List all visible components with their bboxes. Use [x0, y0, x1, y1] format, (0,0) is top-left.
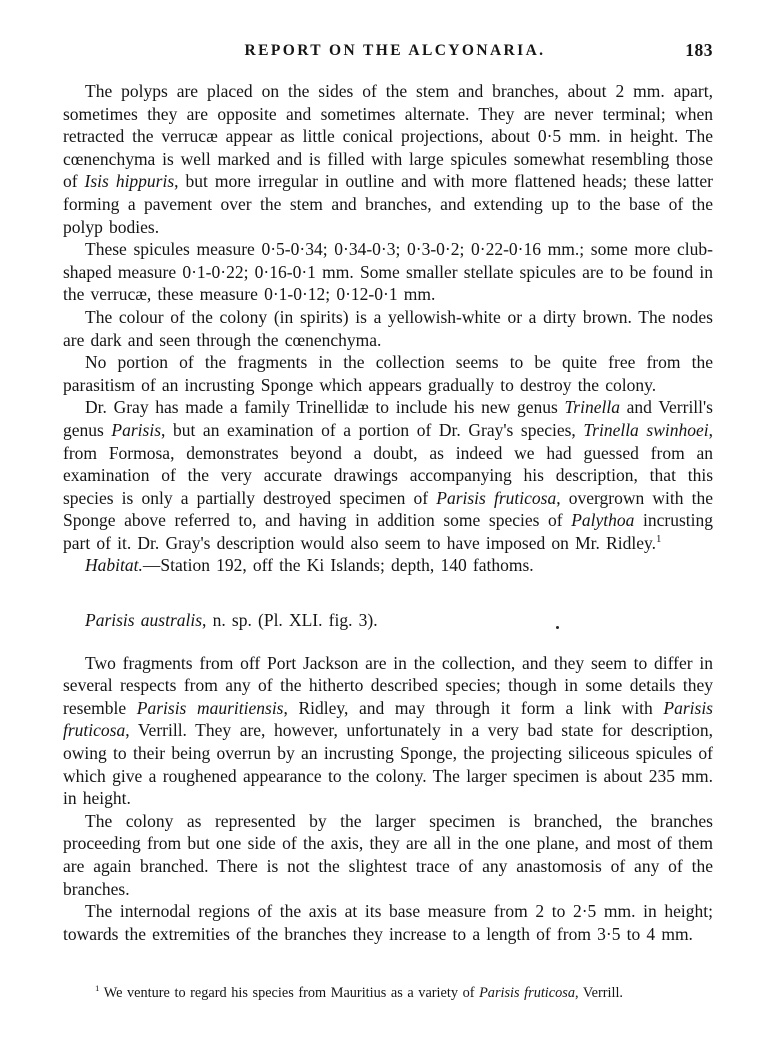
italic-text: Palythoa — [571, 510, 635, 531]
paragraph — [63, 238, 713, 306]
italic-text: Parisis fruticosa — [479, 985, 575, 1001]
text-run: , from Formosa, demonstrates beyond a doubt, as indeed we had guessed from an examination of the very accurate drawings accompanying his description, that this species is only a partially destroyed specimen of — [63, 419, 713, 508]
text-run: —Station 192, off the Ki Islands; depth, 140 fathoms. — [142, 555, 534, 576]
text-run: No portion of the fragments in the collection seems to be quite free from the parasitism of an incrusting Sponge which appears gradually to destroy the colony. — [63, 352, 713, 395]
text-run: Two fragments from off Port Jackson are in the collection, and they seem to differ in several respects from any of the hitherto described species; though in some details they resemble — [63, 652, 713, 718]
italic-text: Parisis — [111, 419, 162, 440]
paragraph — [63, 554, 713, 577]
text-run: The polyps are placed on the sides of the stem and branches, about 2 mm. apart, sometimes they are opposite and sometimes alternate. They are never terminal; when retracted the verrucæ appear as little conical projections, about 0·5 mm. in height. The cœnenchyma is well marked and is filled with large spicules somewhat resembling those of — [63, 81, 713, 192]
footnote — [63, 984, 713, 1002]
footnote-marker: 1 — [95, 983, 100, 994]
text-run: , but more irregular in outline and with more flattened heads; these latter forming a pavement over the stem and branches, and extending up to the base of the polyp bodies. — [63, 171, 713, 237]
italic-text: Trinella swinhoei — [583, 419, 709, 440]
italic-text: Habitat. — [85, 555, 143, 576]
page-number: 183 — [685, 40, 713, 60]
text-run: These spicules measure 0·5-0·34; 0·34-0·3; 0·3-0·2; 0·22-0·16 mm.; some more club-shaped measure 0·1-0·22; 0·16-0·1 mm. Some smaller stellate spicules are to be found in the verrucæ, these measure 0·1-0·12; 0·12-0·1 mm. — [63, 239, 713, 305]
text-run: The internodal regions of the axis at its base measure from 2 to 2·5 mm. in height; towards the extremities of the branches they increase to a length of from 3·5 to 4 mm. — [63, 901, 713, 944]
text-run: , n. sp. (Pl. XLI. fig. 3). — [202, 610, 378, 631]
page-body-text — [63, 80, 713, 945]
paragraph — [63, 396, 713, 554]
italic-text: Isis hippuris — [84, 171, 175, 192]
italic-text: Parisis fruticosa — [436, 487, 557, 508]
text-run: and Verrill's genus — [63, 397, 713, 440]
italic-text: Parisis fruticosa — [63, 697, 713, 741]
text-run: The colony as represented by the larger specimen is branched, the branches proceeding from but one side of the axis, they are all in the one plane, and most of them are again branched. There is not the slightest trace of any anastomosis of any of the branches. — [63, 810, 713, 899]
species-heading — [63, 609, 713, 632]
paragraph — [63, 810, 713, 900]
text-run: , but an examination of a portion of Dr. Gray's species, — [161, 419, 584, 440]
paragraph — [63, 351, 713, 396]
italic-text: Trinella — [564, 397, 620, 418]
text-run: We venture to regard his species from Mauritius as a variety of — [99, 985, 480, 1001]
text-run: , Ridley, and may through it form a link with — [283, 697, 664, 718]
italic-text: Parisis mauritiensis — [136, 697, 284, 718]
text-run: The colour of the colony (in spirits) is a yellowish-white or a dirty brown. The nodes are dark and seen through the cœnenchyma. — [63, 306, 713, 350]
paragraph — [63, 306, 713, 351]
italic-text: Parisis australis — [85, 610, 203, 631]
text-run: Dr. Gray has made a family Trinellidæ to include his new genus — [85, 397, 565, 418]
footnote-reference: 1 — [655, 533, 662, 546]
text-run: , Verrill. — [575, 985, 623, 1001]
scan-artifact — [556, 626, 559, 629]
running-head-title: REPORT ON THE ALCYONARIA. — [244, 42, 546, 59]
paragraph — [63, 900, 713, 945]
text-run: incrusting part of it. Dr. Gray's description would also seem to have imposed on Mr. Ridley. — [63, 510, 713, 553]
page-header — [63, 42, 727, 64]
text-run: , overgrown with the Sponge above referred to, and having in addition some species of — [63, 487, 714, 531]
text-run: , Verrill. They are, however, unfortunately in a very bad state for description, owing to their being overrun by an incrusting Sponge, the projecting siliceous spicules of which give a roughened appearance to the colony. The larger specimen is about 235 mm. in height. — [63, 720, 713, 809]
paragraph — [63, 80, 713, 238]
paragraph — [63, 652, 713, 810]
